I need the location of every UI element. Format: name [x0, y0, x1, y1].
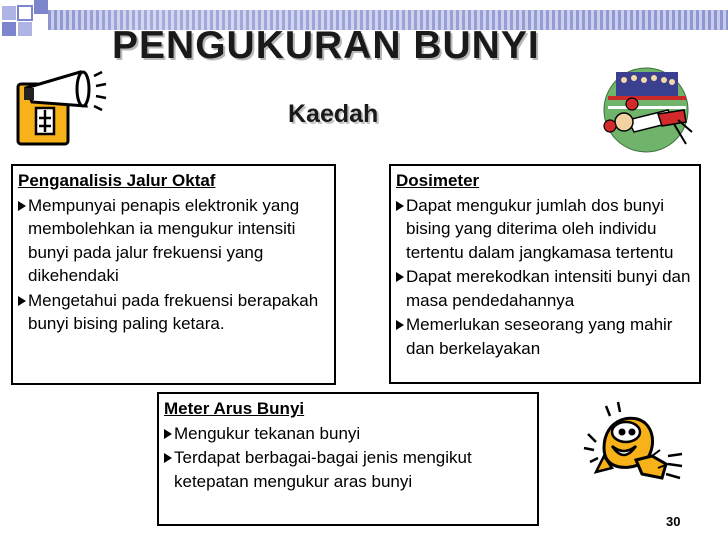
bullet-item: [396, 313, 693, 360]
blue-squares-icon: [0, 0, 60, 48]
bullet-text: Dapat merekodkan intensiti bunyi dan masa pendedahannya: [406, 267, 691, 310]
screaming-fish-icon: [582, 398, 686, 496]
page-number: 30: [666, 514, 681, 529]
bullet-item: [164, 446, 531, 493]
bullet-text: Mempunyai penapis elektronik yang membolehkan ia mengukur intensiti bunyi pada jalur frekuensi yang dikehendaki: [28, 195, 300, 285]
box-heading: Dosimeter: [396, 171, 480, 190]
slide-title: PENGUKURAN BUNYI: [112, 24, 540, 67]
box-heading: Meter Arus Bunyi: [164, 399, 305, 418]
dosimeter-box: [389, 164, 701, 384]
bullet-item: [18, 289, 328, 336]
bullet-text: Mengukur tekanan bunyi: [174, 423, 361, 443]
bullet-item: [396, 194, 693, 265]
bullet-text: Dapat mengukur jumlah dos bunyi bising yang diterima oleh individu tertentu dalam jangkamasa tertentu: [406, 195, 674, 262]
bullet-item: [18, 194, 328, 288]
bullet-text: Memerlukan seseorang yang mahir dan berkelayakan: [406, 315, 673, 358]
box-heading: Penganalisis Jalur Oktaf: [18, 171, 216, 190]
slide-subtitle: Kaedah: [288, 100, 379, 128]
bullet-text: Mengetahui pada frekuensi berapakah bunyi bising paling ketara.: [28, 290, 319, 333]
octave-band-analyzer-box: [11, 164, 336, 385]
megaphone-icon: [10, 64, 110, 148]
boxer-icon: [598, 62, 694, 158]
bullet-text: Terdapat berbagai-bagai jenis mengikut ketepatan mengukur aras bunyi: [174, 448, 472, 491]
bullet-item: [396, 265, 693, 312]
bullet-item: [164, 422, 531, 446]
sound-level-meter-box: [157, 392, 539, 526]
